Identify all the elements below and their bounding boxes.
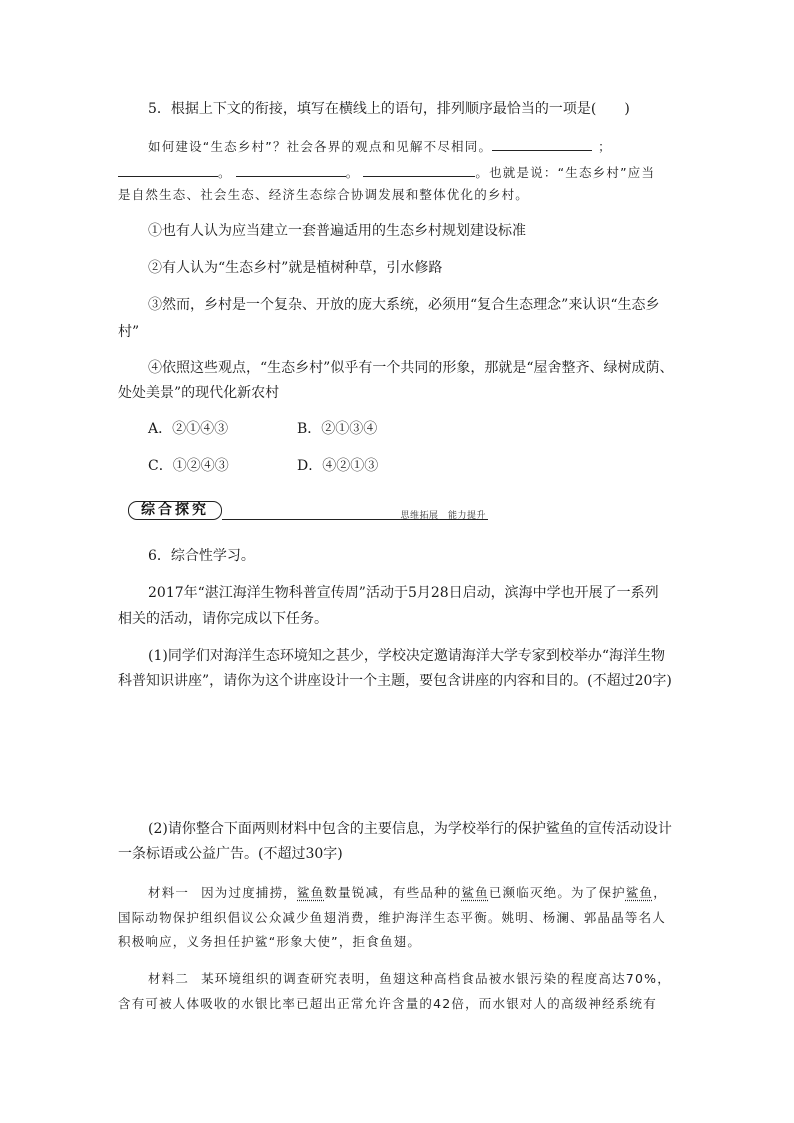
section-banner — [126, 499, 488, 523]
emphasized-word: 鲨鱼 — [625, 885, 654, 900]
q5-stem: 5．根据上下文的衔接，填写在横线上的语句，排列顺序最恰当的一项是( ) — [148, 101, 630, 117]
answer-blank-3[interactable] — [236, 162, 346, 177]
material-1-line1 — [148, 884, 667, 902]
material-2-line1 — [148, 970, 671, 988]
material-2-line2: 含有可被人体吸收的水银比率已超出正常允许含量的42倍，而水银对人的高级神经系统有 — [118, 996, 657, 1011]
material-1-text: ， — [653, 885, 667, 900]
sentence-4-line1: ④依照这些观点，“生态乡村”似乎有一个共同的形象，那就是“屋舍整齐、绿树成荫、 — [148, 360, 674, 376]
section-title: 综合探究 — [128, 501, 222, 520]
separator: 。 — [218, 165, 232, 180]
sentence-4-line2: 处处美景”的现代化新农村 — [118, 385, 280, 401]
option-b[interactable]: B．②①③④ — [297, 421, 378, 437]
q6-part2-line1: (2)请你整合下面两则材料中包含的主要信息，为学校举行的保护鲨鱼的宣传活动设计 — [148, 821, 672, 837]
option-d[interactable]: D．④②①③ — [297, 458, 379, 474]
material-1-line2: 国际动物保护组织倡议公众减少鱼翅消费，维护海洋生态平衡。姚明、杨澜、郭晶晶等名人 — [118, 910, 667, 925]
q6-part1-line2: 科普知识讲座”，请你为这个讲座设计一个主题，要包含讲座的内容和目的。(不超过20字) — [118, 673, 672, 689]
material-1-text: 已濒临灭绝。为了保护 — [488, 885, 626, 900]
q5-passage-line2 — [118, 162, 655, 182]
answer-blank-2[interactable] — [118, 162, 218, 177]
separator: 。 — [345, 165, 360, 180]
q6-intro-line2: 相关的活动，请你完成以下任务。 — [118, 611, 328, 627]
sentence-1: ①也有人认为应当建立一套普遍适用的生态乡村规划建设标准 — [148, 223, 526, 239]
material-2-text: 某环境组织的调查研究表明，鱼翅这种高档食品被水银污染的程度高达70%， — [201, 971, 671, 986]
q6-stem: 6．综合性学习。 — [148, 548, 255, 564]
material-2-label: 材料二 — [148, 971, 190, 986]
q6-part2-line2: 一条标语或公益广告。(不超过30字) — [118, 846, 343, 862]
separator: ； — [598, 139, 612, 154]
emphasized-word: 鲨鱼 — [297, 885, 325, 900]
q5-passage-line3: 是自然生态、社会生态、经济生态综合协调发展和整体优化的乡村。 — [118, 187, 530, 202]
sentence-3-line1: ③然而，乡村是一个复杂、开放的庞大系统，必须用“复合生态理念”来认识“生态乡 — [148, 297, 660, 313]
option-c[interactable]: C．①②④③ — [148, 458, 229, 474]
q6-part1-line1: (1)同学们对海洋生态环境知之甚少，学校决定邀请海洋大学专家到校举办“海洋生物 — [148, 648, 665, 664]
material-1-text: 因为过度捕捞， — [201, 885, 298, 900]
section-subtitle: 思维拓展 能力提升 — [400, 511, 486, 521]
answer-blank-1[interactable] — [492, 136, 592, 151]
sentence-3-line2: 村” — [118, 324, 140, 340]
answer-blank-4[interactable] — [363, 162, 475, 177]
option-a[interactable]: A．②①④③ — [148, 421, 229, 437]
passage-line2-tail: 。也就是说：“生态乡村”应当 — [475, 165, 656, 180]
material-1-line3: 积极响应，义务担任护鲨“形象大使”，拒食鱼翅。 — [118, 934, 422, 949]
emphasized-word: 鲨鱼 — [461, 885, 489, 900]
q5-passage-line1 — [148, 136, 612, 156]
sentence-2: ②有人认为“生态乡村”就是植树种草，引水修路 — [148, 260, 443, 276]
material-1-text: 数量锐减，有些品种的 — [324, 885, 462, 900]
q6-intro-line1: 2017年“湛江海洋生物科普宣传周”活动于5月28日启动，滨海中学也开展了一系列 — [148, 585, 659, 601]
material-1-label: 材料一 — [148, 885, 190, 900]
passage-start: 如何建设“生态乡村”？社会各界的观点和见解不尽相同。 — [148, 139, 493, 154]
